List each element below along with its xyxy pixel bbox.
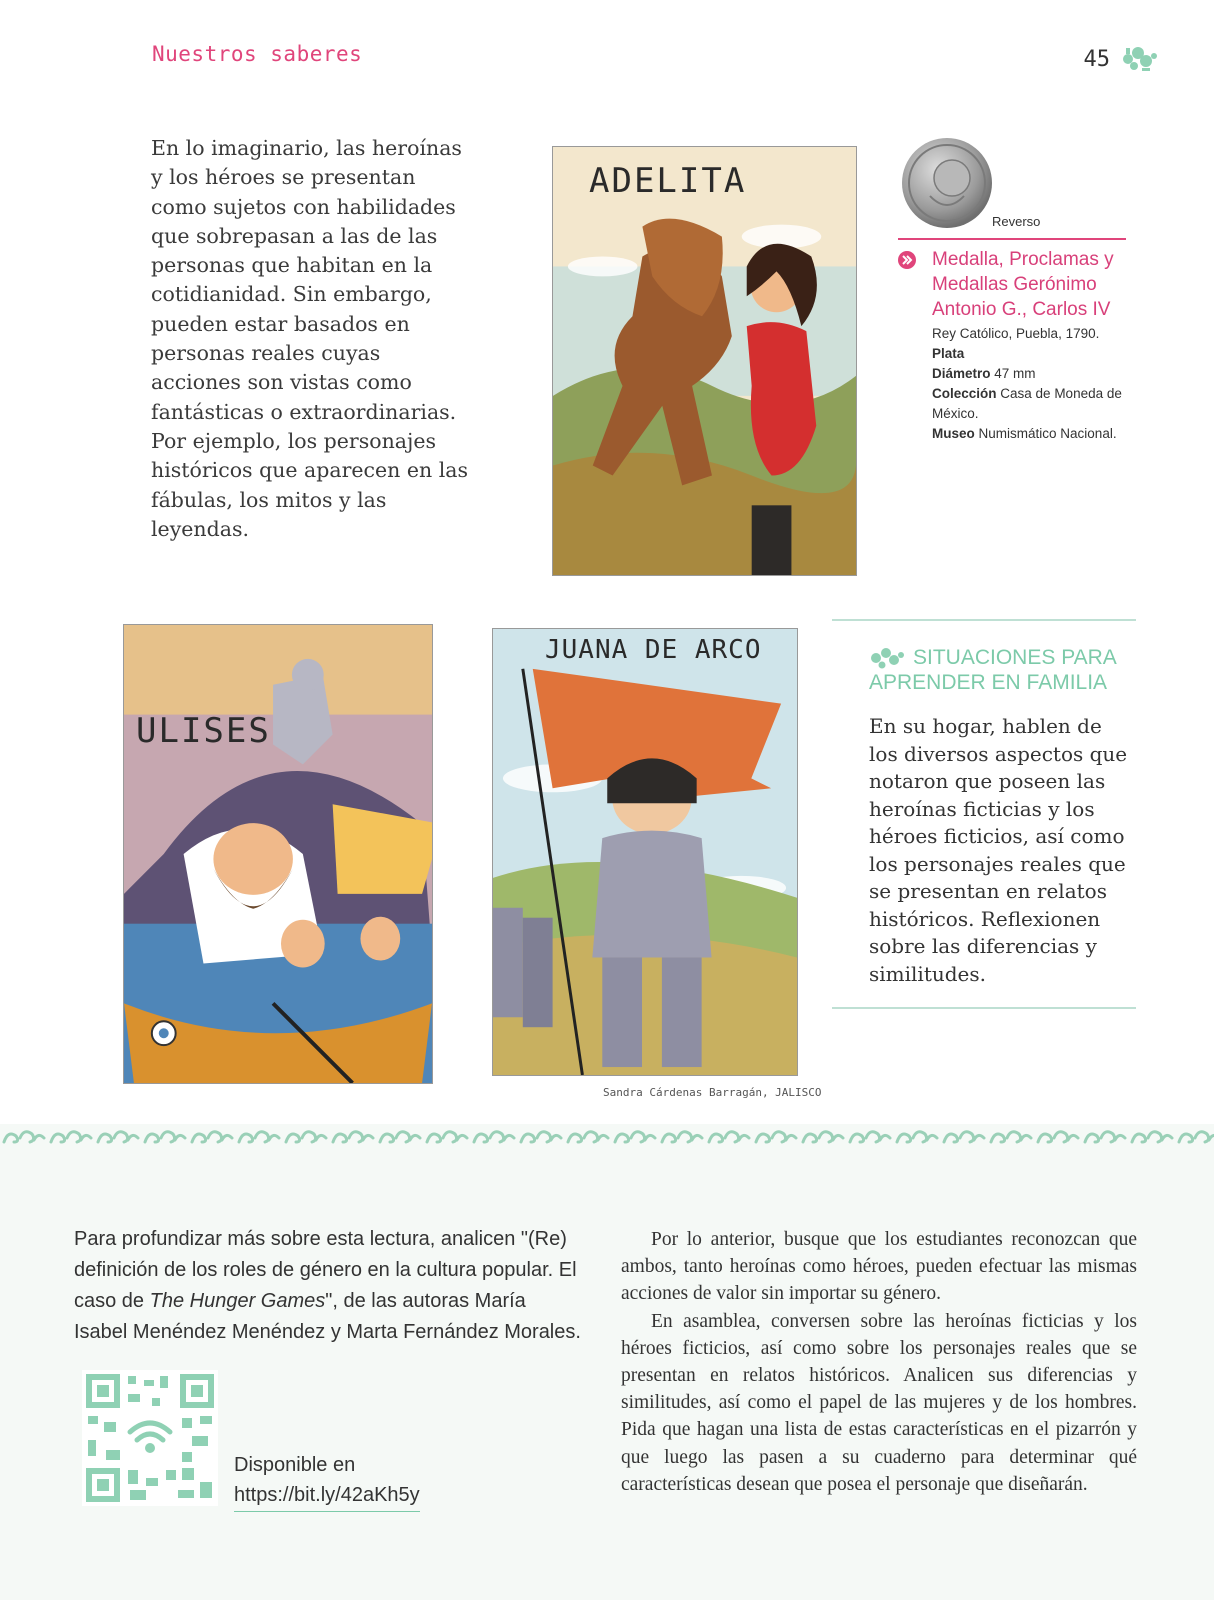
ulises-illustration: [123, 624, 433, 1084]
qr-available-label: Disponible en: [234, 1454, 356, 1476]
medal-coin-image: [900, 136, 994, 230]
medal-caption: Reverso: [992, 214, 1041, 229]
further-reading-book-title: The Hunger Games: [149, 1290, 326, 1312]
glyph-decoration-icon: [869, 645, 907, 671]
family-learning-text: En su hogar, hablen de los diversos aspectos que notaron que poseen las heroínas ficticias y los héroes ficticios, así como los personajes reales que se presentan en relatos históricos. Reflexionen sobre las diferencias y similitudes.: [869, 714, 1128, 986]
further-reading-before: Para profundizar más sobre esta lectura, analicen "(Re) definición de los roles de género en la cultura popular. El caso de: [74, 1228, 577, 1312]
medal-place: Rey Católico, Puebla, 1790.: [932, 326, 1100, 341]
further-reading-after: ", de las autoras María Isabel Menéndez Menéndez y Marta Fernández Morales.: [74, 1290, 581, 1343]
adelita-illustration: [552, 146, 857, 576]
medal-title: Medalla, Proclamas y Medallas Gerónimo Antonio G., Carlos IV: [932, 249, 1114, 320]
medal-material: Plata: [932, 346, 965, 361]
medal-museum-label: Museo: [932, 426, 975, 441]
ulises-title: ULISES: [136, 711, 271, 751]
family-learning-title: SITUACIONES PARA APRENDER EN FAMILIA: [869, 646, 1116, 694]
glyph-decoration-icon: [1120, 44, 1160, 74]
juana-de-arco-illustration: [492, 628, 798, 1076]
medal-collection-value: Casa de Moneda de México.: [932, 386, 1122, 421]
medal-info: [898, 247, 1138, 444]
qr-code-image[interactable]: [82, 1370, 218, 1506]
chevron-right-icon: [898, 251, 916, 269]
page-header-right: [1084, 44, 1161, 74]
section-title: Nuestros saberes: [152, 42, 363, 66]
medal-diameter-value: 47 mm: [994, 366, 1036, 381]
teacher-guidance-paragraph-2: En asamblea, conversen sobre las heroínas ficticias y los héroes ficticios, así como sobre los personajes reales que se presentan en relatos históricos. Analicen sus diferencias y similitudes, así como el papel de las mujeres y de los hombres. Pida que hagan una lista de estas características en el pizarrón y que luego las pasen a su cuaderno para determinar qué características desean que posea el personaje que diseñarán.: [621, 1310, 1137, 1495]
medal-museum-value: Numismático Nacional.: [978, 426, 1117, 441]
teacher-guidance-paragraph-1: Por lo anterior, busque que los estudiantes reconozcan que ambos, tanto heroínas como héroes, pueden efectuar las mismas acciones de valor sin importar su género.: [621, 1229, 1137, 1305]
page-number: 45: [1083, 46, 1110, 72]
illustration-credit: Sandra Cárdenas Barragán, JALISCO: [603, 1086, 822, 1099]
qr-link-block: [234, 1450, 420, 1512]
medal-diameter-label: Diámetro: [932, 366, 991, 381]
further-reading-paragraph: [74, 1224, 584, 1348]
intro-paragraph: En lo imaginario, las heroínas y los héroes se presentan como sujetos con habilidades que sobrepasan a las de las personas que habitan en la cotidianidad. Sin embargo, pueden estar basados en personas reales cuyas acciones son vistas como fantásticas o extraordinarias. Por ejemplo, los personajes históricos que aparecen en las fábulas, los mitos y las leyendas.: [151, 136, 469, 541]
medal-divider: [898, 238, 1126, 240]
family-learning-heading: [869, 645, 1129, 695]
ornamental-border: [0, 1124, 1214, 1150]
medal-collection-label: Colección: [932, 386, 997, 401]
juana-title: JUANA DE ARCO: [545, 635, 762, 665]
adelita-title: ADELITA: [589, 161, 747, 201]
teacher-guidance-text: [621, 1226, 1137, 1498]
qr-url-link[interactable]: https://bit.ly/42aKh5y: [234, 1480, 420, 1512]
family-learning-box: [832, 619, 1136, 1009]
medal-details: [932, 324, 1138, 444]
